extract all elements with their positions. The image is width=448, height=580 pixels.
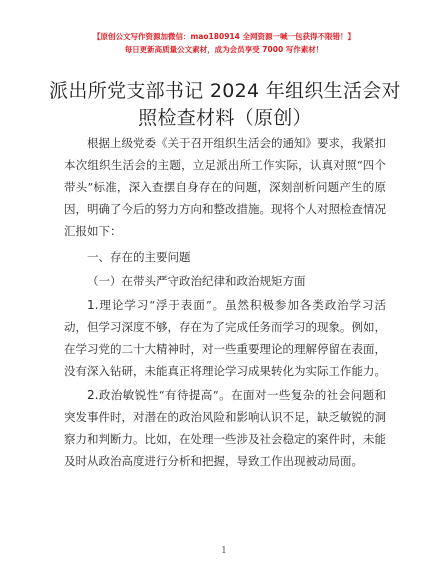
page-number: 1 — [221, 546, 227, 556]
header-banner — [0, 30, 448, 56]
document-title: 派出所党支部书记 2024 年组织生活会对照检查材料（原创） — [49, 80, 401, 129]
list-item — [64, 294, 386, 382]
banner-line-2: 每日更新高质量公文素材，成为会员享受 7000 写作素材！ — [124, 45, 324, 54]
banner-line-1: 【原创公文写作资源加微信：mao180914 全网资源一喊一包获得不限错！】 — [93, 32, 355, 41]
intro-paragraph: 根据上级党委《关于召开组织生活会的通知》要求，我紧扣本次组织生活会的主题，立足派出所工作实际，认真对照“四个带头”标准，深入查摆自身存在的问题，深刻剖析问题产生的原因，明确了今后的努力方向和整改措施。现将个人对照检查情况汇报如下： — [64, 136, 386, 238]
document-body — [64, 132, 386, 472]
subsection-heading: （一）在带头严守政治纪律和政治规矩方面 — [87, 274, 306, 288]
section-heading: 一、存在的主要问题 — [87, 250, 191, 264]
item-number: 1. — [87, 298, 99, 312]
item-text: 理论学习“浮于表面”。虽然积极参加各类政治学习活动，但学习深度不够，存在为了完成任务而学习的现象。例如，在学习党的二十大精神时，对一些重要理论的理解停留在表面，没有深入钻研，未能真正将理论学习成果转化为实际工作能力。 — [64, 298, 386, 378]
item-number: 2. — [87, 388, 99, 402]
item-text: 政治敏锐性“有待提高”。在面对一些复杂的社会问题和突发事件时，对潜在的政治风险和影响认识不足，缺乏敏锐的洞察力和判断力。比如，在处理一些涉及社会稳定的案件时，未能及时从政治高度进行分析和把握，导致工作出现被动局面。 — [64, 388, 386, 468]
list-item — [64, 384, 386, 472]
